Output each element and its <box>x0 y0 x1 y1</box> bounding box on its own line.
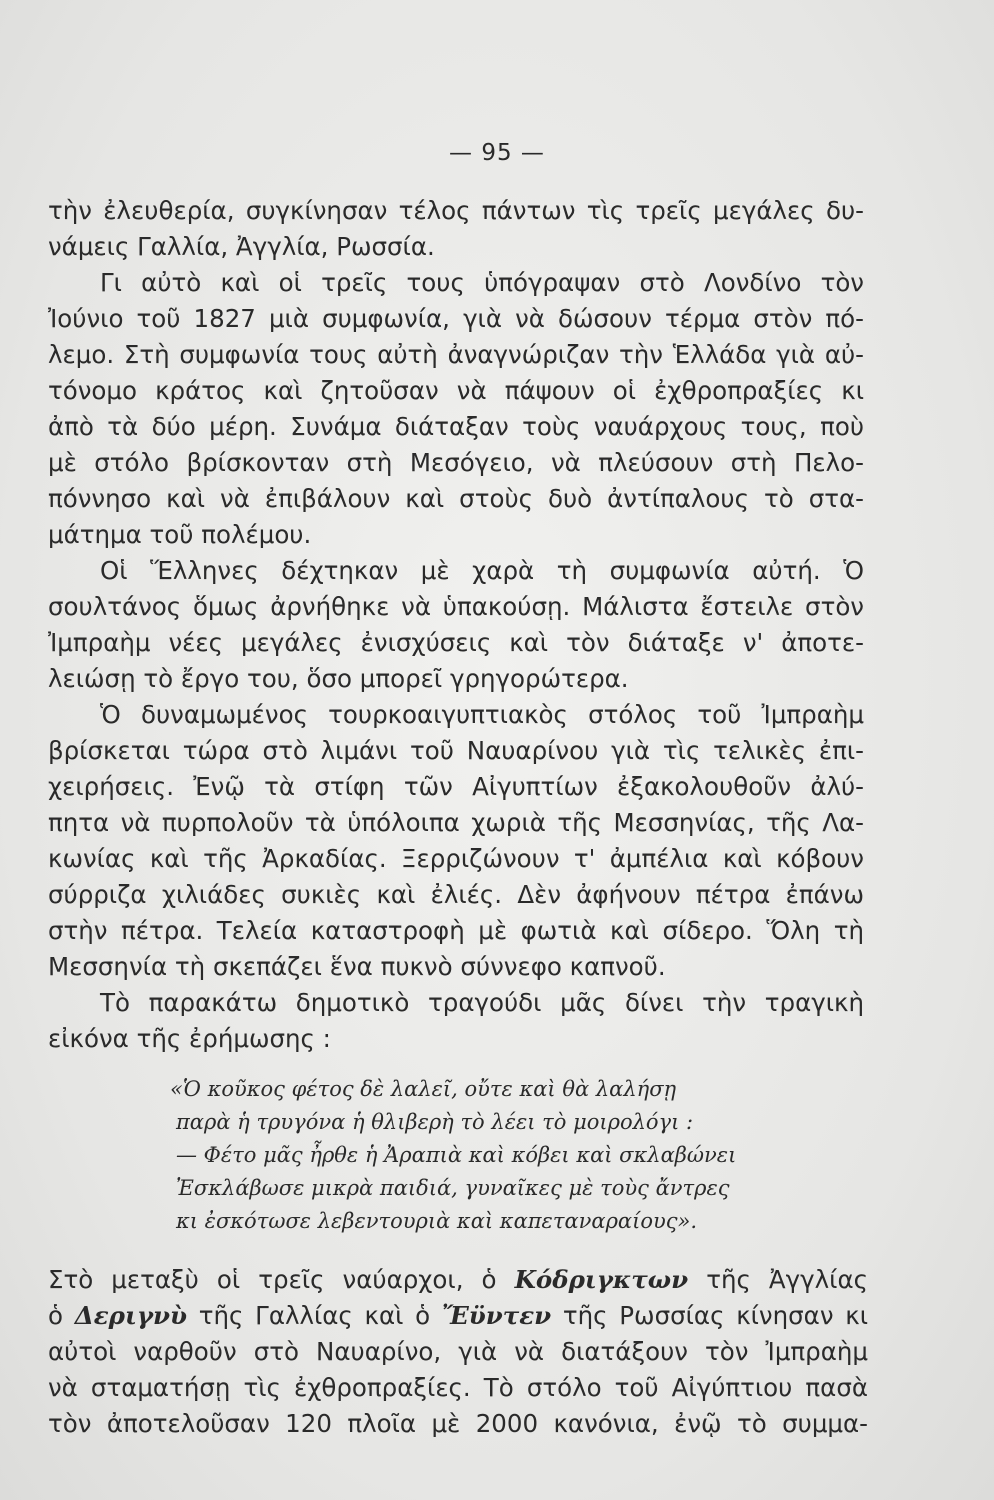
text-line: ἀπὸ τὰ δύο μέρη. Συνάμα διάταξαν τοὺς ναυάρχους τους, ποὺ <box>48 412 864 441</box>
text-line: πητα νὰ πυρπολοῦν τὰ ὑπόλοιπα χωριὰ τῆς Μεσσηνίας, τῆς Λα- <box>48 808 864 837</box>
paragraph-start-line: Τὸ παρακάτω δημοτικὸ τραγούδι μᾶς δίνει τὴν τραγικὴ <box>100 988 864 1017</box>
text-line: αὐτοὶ ναρθοῦν στὸ Ναυαρίνο, γιὰ νὰ διατάξουν τὸν Ἰμπραὴμ <box>48 1337 868 1366</box>
text-line: λειώσῃ τὸ ἔργο του, ὅσο μπορεῖ γρηγορώτερα. <box>48 664 629 693</box>
verse-line: παρὰ ἡ τρυγόνα ἡ θλιβερὴ τὸ λέει τὸ μοιρολόγι : <box>176 1110 694 1134</box>
admiral-name-heyden: Ἔϋντεν <box>441 1301 552 1330</box>
admiral-name-codrington: Κόδριγκτων <box>514 1265 689 1294</box>
text-line: στὴν πέτρα. Τελεία καταστροφὴ μὲ φωτιὰ καὶ σίδερο. Ὅλη τὴ <box>48 916 864 945</box>
text-line: Μεσσηνία τὴ σκεπάζει ἕνα πυκνὸ σύννεφο καπνοῦ. <box>48 952 666 981</box>
text-line: πόννησο καὶ νὰ ἐπιβάλουν καὶ στοὺς δυὸ ἀντίπαλους τὸ στα- <box>48 484 864 513</box>
verse-line: «Ὁ κοῦκος φέτος δὲ λαλεῖ, οὔτε καὶ θὰ λαλήσῃ <box>170 1077 677 1101</box>
text-span: ὁ <box>48 1301 63 1330</box>
text-line: τὸν ἀποτελοῦσαν 120 πλοῖα μὲ 2000 κανόνια, ἐνῷ τὸ συμμα- <box>48 1409 868 1438</box>
admiral-name-derigny: Δεριγνὺ <box>74 1301 187 1330</box>
text-line: μάτημα τοῦ πολέμου. <box>48 520 312 549</box>
paragraph-start-line: Γι αὐτὸ καὶ οἱ τρεῖς τους ὑπόγραψαν στὸ Λονδίνο τὸν <box>100 268 864 297</box>
text-span: Στὸ μεταξὺ οἱ τρεῖς ναύαρχοι, ὁ <box>48 1265 497 1294</box>
paragraph-start-line: Ὁ δυναμωμένος τουρκοαιγυπτιακὸς στόλος τοῦ Ἰμπραὴμ <box>100 700 864 729</box>
verse-line: κι ἐσκότωσε λεβεντουριὰ καὶ καπεταναραίους». <box>176 1209 698 1233</box>
text-line: κωνίας καὶ τῆς Ἀρκαδίας. Ξερριζώνουν τ' ἀμπέλια καὶ κόβουν <box>48 844 864 873</box>
verse-line: — Φέτο μᾶς ἦρθε ἡ Ἀραπιὰ καὶ κόβει καὶ σκλαβώνει <box>176 1143 737 1167</box>
text-span: τῆς Ἀγγλίας <box>706 1265 868 1294</box>
text-line: λεμο. Στὴ συμφωνία τους αὐτὴ ἀναγνώριζαν τὴν Ἑλλάδα γιὰ αὐ- <box>48 340 864 369</box>
text-line: σουλτάνος ὅμως ἀρνήθηκε νὰ ὑπακούσῃ. Μάλιστα ἔστειλε στὸν <box>48 592 864 621</box>
text-line: μὲ στόλο βρίσκονταν στὴ Μεσόγειο, νὰ πλεύσουν στὴ Πελο- <box>48 448 864 477</box>
paragraph-start-line: Οἱ Ἕλληνες δέχτηκαν μὲ χαρὰ τὴ συμφωνία αὐτή. Ὁ <box>100 556 864 585</box>
text-line: Ἰμπραὴμ νέες μεγάλες ἐνισχύσεις καὶ τὸν διάταξε ν' ἀποτε- <box>48 628 864 657</box>
text-line: τόνομο κράτος καὶ ζητοῦσαν νὰ πάψουν οἱ ἐχθροπραξίες κι <box>48 376 864 405</box>
text-line: βρίσκεται τώρα στὸ λιμάνι τοῦ Ναυαρίνου γιὰ τὶς τελικὲς ἐπι- <box>48 736 864 765</box>
text-span: τῆς Γαλλίας καὶ ὁ <box>198 1301 431 1330</box>
verse-line: Ἐσκλάβωσε μικρὰ παιδιά, γυναῖκες μὲ τοὺς ἄντρες <box>176 1176 730 1200</box>
text-line <box>48 1301 868 1330</box>
text-line: νάμεις Γαλλία, Ἀγγλία, Ρωσσία. <box>48 232 435 261</box>
text-line: Ἰούνιο τοῦ 1827 μιὰ συμφωνία, γιὰ νὰ δώσουν τέρμα στὸν πό- <box>48 304 864 333</box>
text-line <box>48 1265 868 1294</box>
text-line: τὴν ἐλευθερία, συγκίνησαν τέλος πάντων τὶς τρεῖς μεγάλες δυ- <box>48 196 864 225</box>
text-line: χειρήσεις. Ἐνῷ τὰ στίφη τῶν Αἰγυπτίων ἐξακολουθοῦν ἀλύ- <box>48 772 864 801</box>
text-line: εἰκόνα τῆς ἐρήμωσης : <box>48 1024 331 1053</box>
text-line: νὰ σταματήσῃ τὶς ἐχθροπραξίες. Τὸ στόλο τοῦ Αἰγύπτιου πασὰ <box>48 1373 868 1402</box>
text-line: σύρριζα χιλιάδες συκιὲς καὶ ἐλιές. Δὲν ἀφήνουν πέτρα ἐπάνω <box>48 880 864 909</box>
page-number: — 95 — <box>449 140 545 166</box>
text-span: τῆς Ρωσσίας κίνησαν κι <box>562 1301 868 1330</box>
